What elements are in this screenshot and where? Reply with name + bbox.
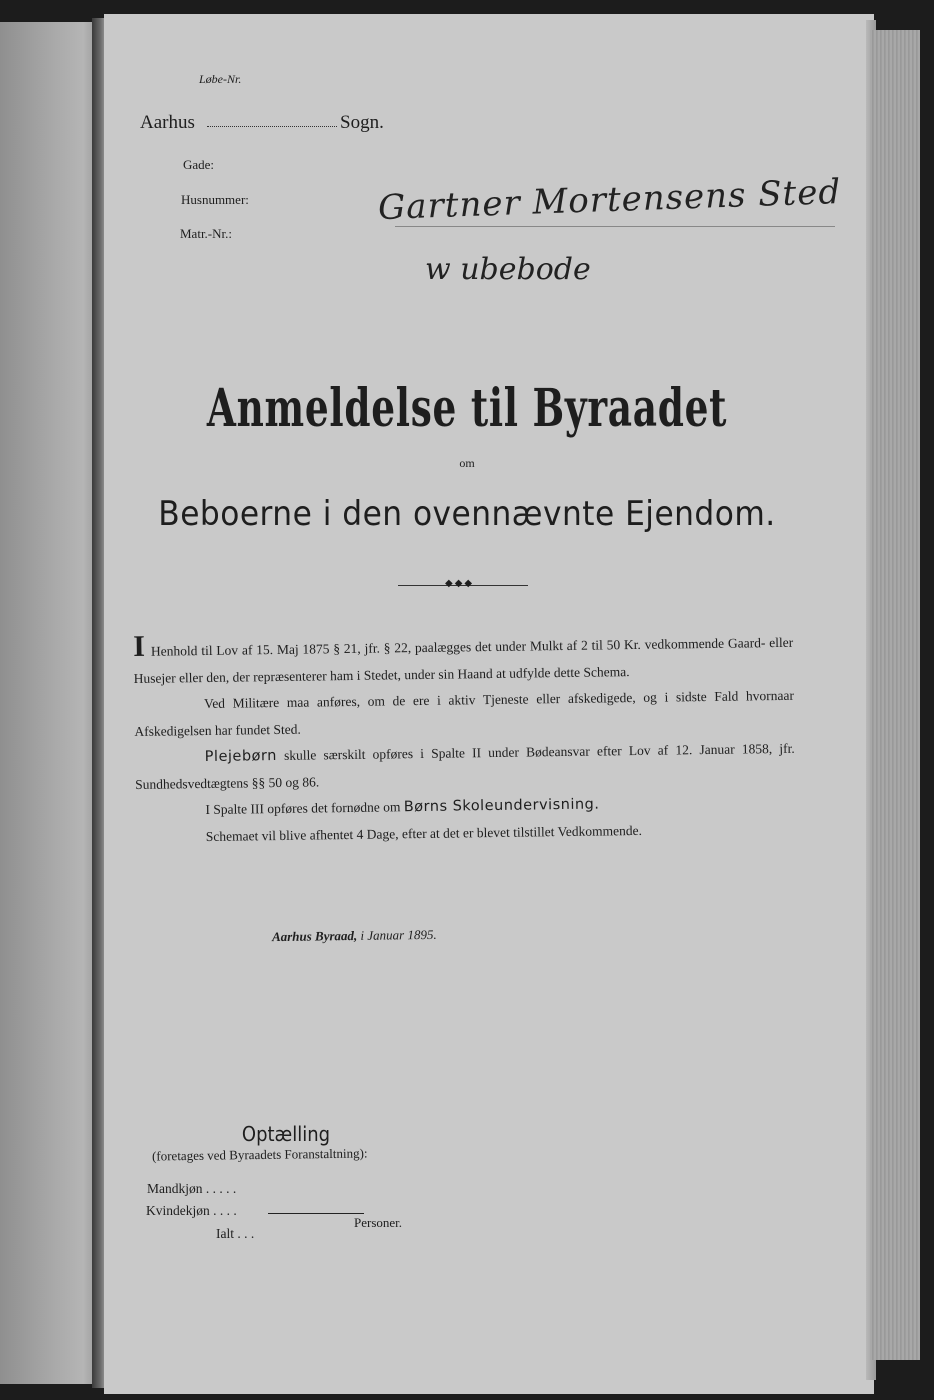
address-underline [395,226,835,227]
divider-ornament: ◆◆◆ [445,578,475,589]
parish-dotted-line [207,126,337,127]
instruction-paragraph-3: Plejebørn skulle særskilt opføres i Spalte II under Bødeansvar efter Lov af 12. Januar 1858, jfr. Sundhedsvedtægtens §§ 50 og 86. [135,740,795,792]
count-total-label: Ialt . . . [216,1226,255,1241]
instruction-paragraph-5: Schemaet vil blive afhentet 4 Dage, efter at det er blevet tilstillet Vedkommende. [205,822,643,844]
city-label: Aarhus [140,112,195,133]
count-unit-label: Personer. [354,1215,403,1230]
handwritten-note: w ubebode [425,252,591,287]
matr-label: Matr.-Nr.: [180,226,232,241]
count-sum-line [268,1213,364,1214]
husnummer-label: Husnummer: [181,192,249,207]
page-subtitle: Beboerne i den ovennævnte Ejendom. [158,494,776,534]
previous-page-edge [0,22,98,1384]
gade-label: Gade: [183,157,215,172]
issuer-signature: Aarhus Byraad, i Januar 1895. [271,926,437,945]
count-men-label: Mandkjøn . . . . . [147,1181,237,1196]
drop-cap: I [132,629,146,663]
handwritten-address: Gartner Mortensens Sted [377,171,842,229]
instructions-block [133,623,796,851]
stacked-page-edges [870,30,920,1360]
count-title: Optælling [241,1122,331,1146]
instruction-paragraph-4: I Spalte III opføres det fornødne om Børns Skoleundervisning. [205,796,600,818]
instruction-paragraph-2: Ved Militære maa anføres, om de ere i aktiv Tjeneste eller afskedigede, og i sidste Fald hvornaar Afskedigelsen har fundet Sted. [134,687,795,739]
count-women-label: Kvindekjøn . . . . [146,1203,237,1218]
page-title: Anmeldelse til Byraadet [206,378,728,439]
count-note: (foretages ved Byraadets Foranstaltning): [151,1145,368,1164]
loebe-nr-label: Løbe-Nr. [199,72,242,86]
parish-label: Sogn. [340,112,384,133]
title-connector: om [459,456,475,470]
instruction-paragraph-1: I Henhold til Lov af 15. Maj 1875 § 21, jfr. § 22, paalægges det under Mulkt af 2 til 50 Kr. vedkommende Gaard- eller Husejer eller den, der repræsenterer ham i Stedet, under sin Haand at udfylde dette Schema. [132,629,794,686]
